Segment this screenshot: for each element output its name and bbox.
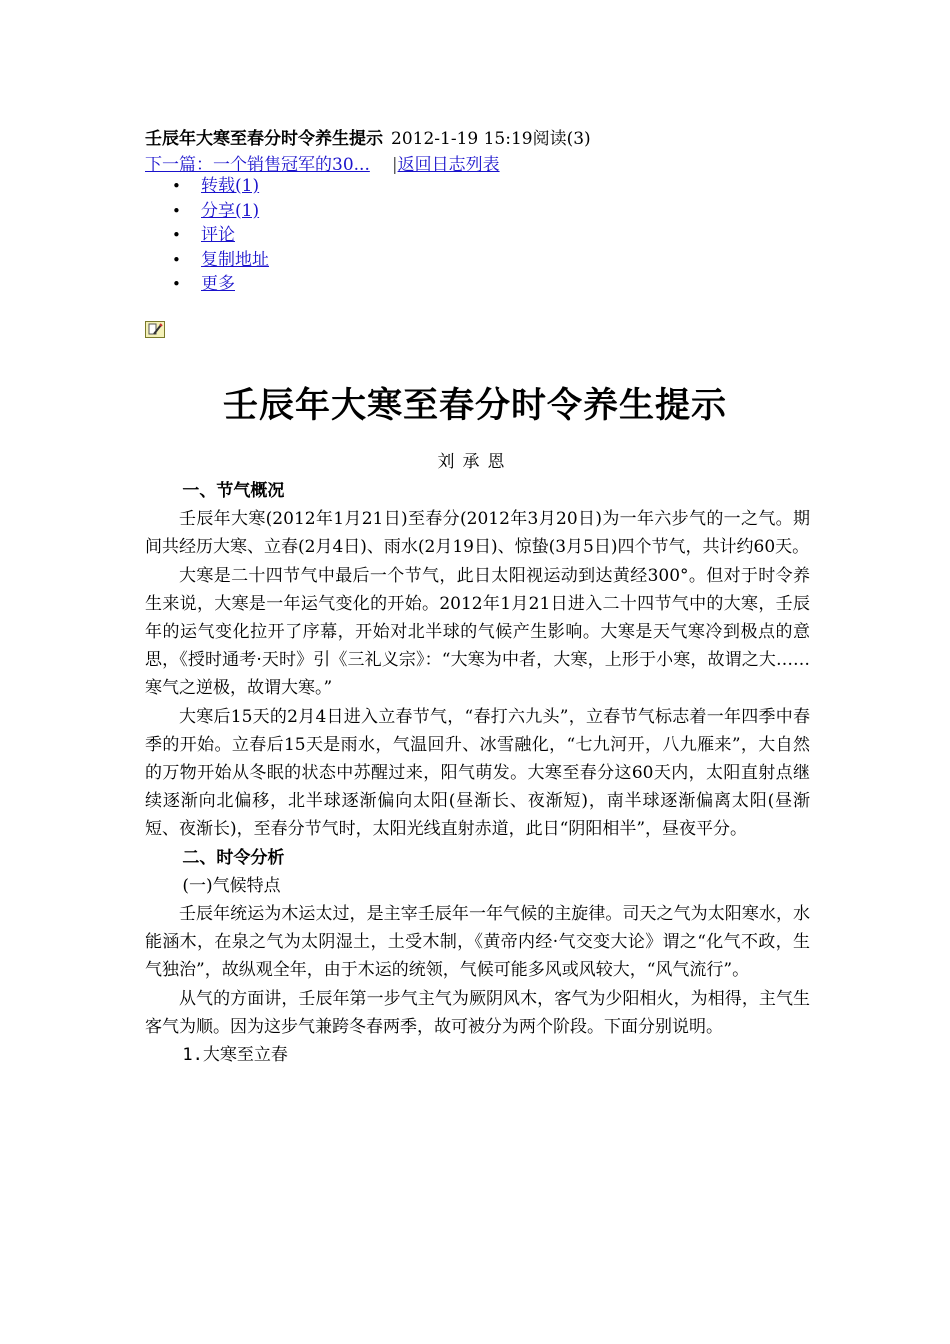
action-item	[172, 248, 269, 273]
post-meta: 2012-1-19 15:19阅读(3)	[391, 129, 591, 149]
action-item	[172, 223, 269, 248]
paragraph: 从气的方面讲，壬辰年第一步气主气为厥阴风木，客气为少阳相火，为相得，主气生客气为顺。因为这步气兼跨冬春两季，故可被分为两个阶段。下面分别说明。	[145, 988, 810, 1037]
back-to-list-link[interactable]: 返回日志列表	[397, 155, 500, 175]
paragraph: 壬辰年大寒(2012年1月21日)至春分(2012年3月20日)为一年六步气的一之气。期间共经历大寒、立春(2月4日)、雨水(2月19日)、惊蛰(3月5日)四个节气，共计约60天。	[145, 509, 810, 558]
copy-address-link[interactable]: 复制地址	[201, 249, 269, 270]
article-title: 壬辰年大寒至春分时令养生提示	[222, 385, 727, 426]
action-item	[172, 272, 269, 297]
paragraph: 壬辰年统运为木运太过，是主宰壬辰年一年气候的主旋律。司天之气为太阳寒水，水能涵木，在泉之气为太阴湿土，土受木制，《黄帝内经·气交变大论》谓之“化气不政，生气独治”，故纵观全年，由于木运的统领，气候可能多风或风较大，“风气流行”。	[145, 904, 810, 981]
edit-pencil-icon[interactable]	[145, 321, 165, 338]
article-body	[145, 477, 810, 1069]
repost-link[interactable]: 转载(1)	[201, 176, 260, 196]
share-link[interactable]: 分享(1)	[201, 200, 260, 221]
action-item	[172, 199, 269, 224]
more-link[interactable]: 更多	[201, 274, 235, 295]
subsection-heading: (一)气候特点	[182, 875, 281, 896]
section-heading: 二、时令分析	[182, 847, 285, 868]
paragraph: 大寒后15天的2月4日进入立春节气，“春打六九头”，立春节气标志着一年四季中春季的开始。立春后15天是雨水，气温回升、冰雪融化，“七九河开，八九雁来”，大自然的万物开始从冬眠的状态中苏醒过来，阳气萌发。大寒至春分这60天内，太阳直射点继续逐渐向北偏移，北半球逐渐偏向太阳(昼渐长、夜渐短)，南半球逐渐偏离太阳(昼渐短、夜渐长)，至春分节气时，太阳光线直射赤道，此日“阴阳相半”，昼夜平分。	[145, 706, 810, 840]
paragraph: 大寒是二十四节气中最后一个节气，此日太阳视运动到达黄经300°。但对于时令养生来说，大寒是一年运气变化的开始。2012年1月21日进入二十四节气中的大寒，壬辰年的运气变化拉开了序幕，开始对北半球的气候产生影响。大寒是天气寒冷到极点的意思，《授时通考·天时》引《三礼义宗》：“大寒为中者，大寒，上形于小寒，故谓之大……寒气之逆极，故谓大寒。”	[145, 565, 810, 699]
article-author: 刘承恩	[437, 452, 513, 472]
next-post-link[interactable]: 下一篇：一个销售冠军的30...	[145, 155, 370, 175]
comment-link[interactable]: 评论	[201, 225, 235, 246]
post-nav	[145, 150, 500, 175]
action-list	[172, 174, 269, 297]
action-item	[172, 174, 269, 199]
post-title: 壬辰年大寒至春分时令养生提示	[145, 129, 383, 149]
subsection-heading: 1.大寒至立春	[182, 1045, 288, 1066]
nav-separator: |	[391, 155, 398, 175]
section-heading: 一、节气概况	[182, 481, 285, 501]
post-header	[145, 124, 591, 149]
